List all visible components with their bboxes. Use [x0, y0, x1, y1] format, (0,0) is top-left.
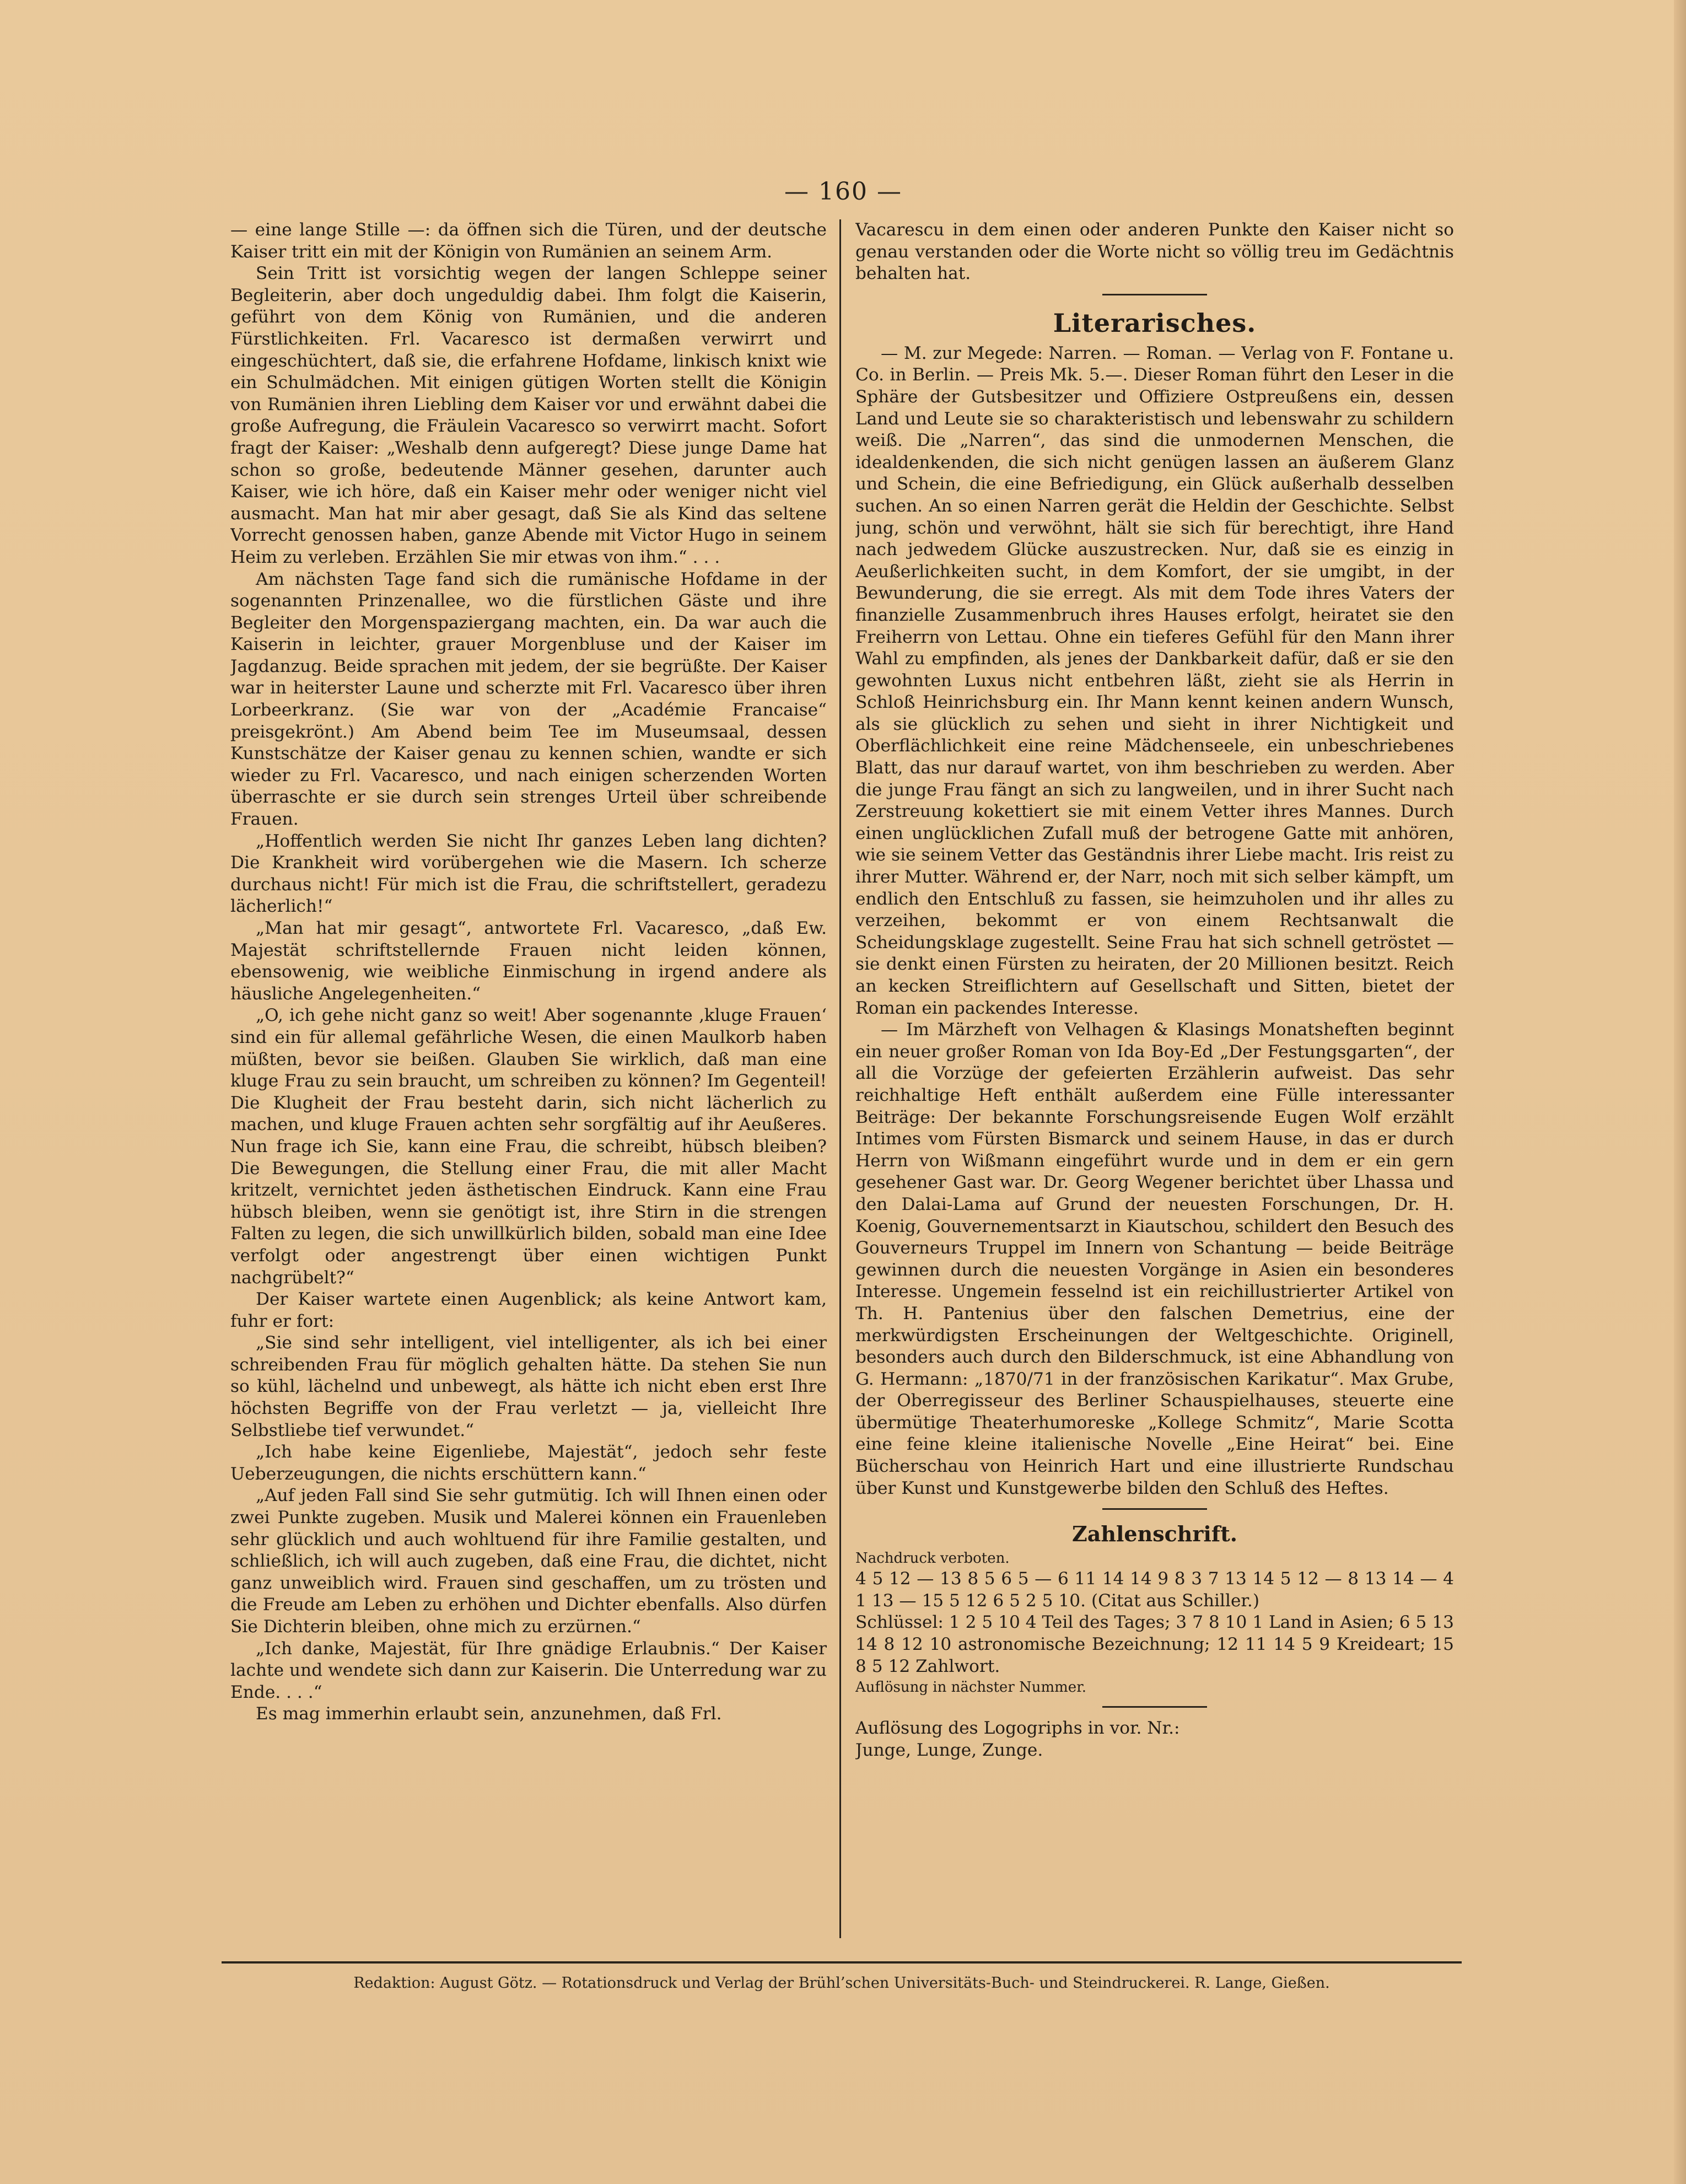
article-paragraph: Sein Tritt ist vorsichtig wegen der langen Schleppe seiner Begleiterin, aber doch ungeduldig dabei. Ihm folgt die Kaiserin, geführt von dem König von Rumänien, und die anderen Fürstlichkeiten. Frl. Vacaresco ist dermaßen verwirrt und eingeschüchtert, daß sie, die erfahrene Hofdame, linkisch knixt wie ein Schulmädchen. Mit einigen gütigen Worten stellt die Königin von Rumänien ihren Liebling dem Kaiser vor und erwähnt dabei die große Aufregung, die Fräulein Vacaresco so verwirrt macht. Sofort fragt der Kaiser: „Weshalb denn aufgeregt? Diese junge Dame hat schon so große, bedeutende Männer gesehen, darunter auch Kaiser, wie ich höre, daß ein Kaiser mehr oder weniger nicht viel ausmacht. Man hat mir aber gesagt, daß Sie als Kind das seltene Vorrecht genossen haben, ganze Abende mit Victor Hugo in seinem Heim zu verleben. Erzählen Sie mir etwas von ihm.“ . . .	[230, 263, 827, 567]
number-puzzle	[855, 1520, 1454, 1761]
article-paragraph: „Sie sind sehr intelligent, viel intelligenter, als ich bei einer schreibenden Frau für möglich gehalten hätte. Da stehen Sie nun so kühl, lächelnd und unbewegt, als hätte ich nicht eben erst Ihre höchsten Begriffe von der Frau verletzt — ja, vielleicht Ihre Selbstliebe tief verwundet.“	[230, 1333, 827, 1440]
literature-heading: Literarisches.	[1053, 308, 1257, 338]
article-paragraph: „Hoffentlich werden Sie nicht Ihr ganzes Leben lang dichten? Die Krankheit wird vorübergehen wie die Masern. Ich scherze durchaus nicht! Für mich ist die Frau, die schriftstellert, geradezu lächerlich!“	[230, 831, 827, 917]
puzzle-sequence: 4 5 12 — 13 8 5 6 5 — 6 11 14 14 9 8 3 7 13 14 5 12 — 8 13 14 — 4 1 13 — 15 5 12 6 5 2 5 10. (Citat aus Schiller.)	[855, 1569, 1454, 1611]
article-paragraph: „O, ich gehe nicht ganz so weit! Aber sogenannte ‚kluge Frauen‘ sind ein für allemal gefährliche Wesen, die einen Maulkorb haben müßten, bevor sie beißen. Glauben Sie wirklich, daß man eine kluge Frau zu sein braucht, um schreiben zu können? Im Gegenteil! Die Klugheit der Frau besteht darin, sich nicht lächerlich zu machen, und kluge Frauen achten sehr sorgfältig auf ihr Aeußeres. Nun frage ich Sie, kann eine Frau, die schreibt, hübsch bleiben? Die Bewegungen, die Stellung einer Frau, die mit aller Macht kritzelt, vernichtet jeden ästhetischen Eindruck. Kann eine Frau hübsch bleiben, wenn sie genötigt ist, ihre Stirn in die strengen Falten zu legen, die sich unwillkürlich bilden, sobald man eine Idee verfolgt oder angestrengt über einen wichtigen Punkt nachgrübelt?“	[230, 1005, 827, 1288]
column-divider	[839, 219, 841, 1938]
puzzle-key: Schlüssel: 1 2 5 10 4 Teil des Tages; 3 7 8 10 1 Land in Asien; 6 5 13 14 8 12 10 astronomische Bezeichnung; 12 11 14 5 9 Kreideart; 15 8 5 12 Zahlwort.	[855, 1612, 1454, 1676]
article-paragraph: „Auf jeden Fall sind Sie sehr gutmütig. Ich will Ihnen einen oder zwei Punkte zugeben. Musik und Malerei können ein Frauenleben sehr glücklich und auch wohltuend für ihre Familie gestalten, und schließlich, ich will auch zugeben, daß eine Frau, die dichtet, nicht ganz unweiblich wird. Frauen sind geschaffen, um zu trösten und die Freude am Leben zu erhöhen und Dichter ebenfalls. Also dürfen Sie Dichterin bleiben, ohne mich zu erzürnen.“	[230, 1486, 827, 1637]
resolution-note: Auflösung in nächster Nummer.	[855, 1679, 1087, 1696]
previous-solution-answer: Junge, Lunge, Zunge.	[855, 1740, 1043, 1760]
section-rule	[1102, 1508, 1207, 1510]
page-edge	[1674, 0, 1686, 2184]
article-paragraph: „Ich danke, Majestät, für Ihre gnädige Erlaubnis.“ Der Kaiser lachte und wendete sich dann zur Kaiserin. Die Unterredung war zu Ende. . . .“	[230, 1638, 827, 1702]
section-rule	[1102, 294, 1207, 295]
article-paragraph: „Ich habe keine Eigenliebe, Majestät“, jedoch sehr feste Ueberzeugungen, die nichts erschüttern kann.“	[230, 1442, 827, 1484]
section-rule	[1102, 1706, 1207, 1708]
puzzle-heading: Zahlenschrift.	[1072, 1521, 1237, 1547]
page-number: — 160 —	[784, 177, 902, 206]
previous-solution-label: Auflösung des Logogriphs in vor. Nr.:	[855, 1718, 1180, 1739]
reprint-notice: Nachdruck verboten.	[855, 1550, 1010, 1567]
right-column	[855, 219, 1454, 1956]
article-paragraph: „Man hat mir gesagt“, antwortete Frl. Vacaresco, „daß Ew. Majestät schriftstellernde Frauen nicht leiden können, ebensowenig, wie weibliche Einmischung in irgend andere als häusliche Angelegenheiten.“	[230, 918, 827, 1004]
article-paragraph: Der Kaiser wartete einen Augenblick; als keine Antwort kam, fuhr er fort:	[230, 1289, 827, 1331]
article-paragraph: — eine lange Stille —: da öffnen sich die Türen, und der deutsche Kaiser tritt ein mit der Königin von Rumänien an seinem Arm.	[230, 220, 827, 262]
left-column	[230, 219, 827, 1946]
footer-rule	[222, 1961, 1462, 1964]
article-continuation: Vacarescu in dem einen oder anderen Punkte den Kaiser nicht so genau verstanden oder die Worte nicht so völlig treu im Gedächtnis behalten hat.	[855, 220, 1454, 284]
review-paragraph: — Im Märzheft von Velhagen & Klasings Monatsheften beginnt ein neuer großer Roman von Ida Boy-Ed „Der Festungsgarten“, der all die Vorzüge der gefeierten Erzählerin aufweist. Das sehr reichhaltige Heft enthält außerdem eine Fülle interessanter Beiträge: Der bekannte Forschungsreisende Eugen Wolf erzählt Intimes vom Fürsten Bismarck und seinem Hause, in das er durch Herrn von Wißmann eingeführt wurde und in dem er ein gern gesehener Gast war. Dr. Georg Wegener berichtet über Lhassa und den Dalai-Lama auf Grund der neuesten Forschungen, Dr. H. Koenig, Gouvernementsarzt in Kiautschou, schildert den Besuch des Gouverneurs Truppel im Innern von Schantung — beide Beiträge gewinnen durch die neuesten Vorgänge in Asien ein besonderes Interesse. Ungemein fesselnd ist ein reichillustrierter Artikel von Th. H. Pantenius über den falschen Demetrius, eine der merkwürdigsten Erscheinungen der Weltgeschichte. Originell, besonders auch durch den Bilderschmuck, ist eine Abhandlung von G. Hermann: „1870/71 in der französischen Karikatur“. Max Grube, der Oberregisseur des Berliner Schauspielhauses, steuerte eine übermütige Theaterhumoreske „Kollege Schmitz“, Marie Scotta eine feine kleine italienische Novelle „Eine Heirat“ bei. Eine Bücherschau von Heinrich Hart und eine illustrierte Rundschau über Kunst und Kunstgewerbe bilden den Schluß des Heftes.	[855, 1020, 1454, 1498]
imprint-footer: Redaktion: August Götz. — Rotationsdruck und Verlag der Brühl’schen Universitäts-Buch- und Steindruckerei. R. Lange, Gießen.	[353, 1975, 1330, 1992]
review-paragraph: — M. zur Megede: Narren. — Roman. — Verlag von F. Fontane u. Co. in Berlin. — Preis Mk. 5.—. Dieser Roman führt den Leser in die Sphäre der Gutsbesitzer und Offiziere Ostpreußens ein, dessen Land und Leute sie so charakteristisch und lebenswahr zu schildern weiß. Die „Narren“, das sind die unmodernen Menschen, die idealdenkenden, die sich nicht genügen lassen an äußerem Glanz und Schein, die eine Befriedigung, ein Glück außerhalb desselben suchen. An so einen Narren gerät die Heldin der Geschichte. Selbst jung, schön und verwöhnt, hält sie sich für berechtigt, ihre Hand nach jedwedem Glücke auszustrecken. Nur, daß sie es einzig in Aeußerlichkeiten sucht, in dem Komfort, der sie umgibt, in der Bewunderung, die sie erregt. Als mit dem Tode ihres Vaters der finanzielle Zusammenbruch ihres Hauses erfolgt, heiratet sie den Freiherrn von Lettau. Ohne ein tieferes Gefühl für den Mann ihrer Wahl zu empfinden, als jenes der Dankbarkeit dafür, daß er sie den gewohnten Luxus nicht entbehren läßt, zieht sie als Herrin in Schloß Heinrichsburg ein. Ihr Mann kennt keinen andern Wunsch, als sie glücklich zu sehen und sieht in ihrer Nichtigkeit und Oberflächlichkeit eine reine Mädchenseele, ein unbeschriebenes Blatt, das nur darauf wartet, von ihm beschrieben zu werden. Aber die junge Frau fängt an sich zu langweilen, und in ihrer Sucht nach Zerstreuung kokettiert sie mit einem Vetter ihres Mannes. Durch einen unglücklichen Zufall muß der betrogene Gatte mit anhören, wie sie seinem Vetter das Geständnis ihrer Liebe macht. Iris reist zu ihrer Mutter. Während er, der Narr, noch mit sich selber kämpft, um endlich den Entschluß zu fassen, sie heimzuholen und ihr alles zu verzeihen, bekommt er von einem Rechtsanwalt die Scheidungsklage zugestellt. Seine Frau hat sich schnell getröstet — sie denkt einen Fürsten zu heiraten, der 20 Millionen besitzt. Reich an kecken Streiflichtern auf Gesellschaft und Sitten, bietet der Roman ein packendes Interesse.	[855, 343, 1454, 1018]
article-paragraph: Es mag immerhin erlaubt sein, anzunehmen, daß Frl.	[256, 1704, 722, 1724]
article-paragraph: Am nächsten Tage fand sich die rumänische Hofdame in der sogenannten Prinzenallee, wo die fürstlichen Gäste und ihre Begleiter den Morgenspaziergang machten, ein. Da war auch die Kaiserin in leichter, grauer Morgenbluse und der Kaiser im Jagdanzug. Beide sprachen mit jedem, der sie begrüßte. Der Kaiser war in heiterster Laune und scherzte mit Frl. Vacaresco über ihren Lorbeerkranz. (Sie war von der „Académie Francaise“ preisgekrönt.) Am Abend beim Tee im Museumsaal, dessen Kunstschätze der Kaiser genau zu kennen schien, wandte er sich wieder zu Frl. Vacaresco, und nach einigen scherzenden Worten überraschte er sie durch sein strenges Urteil über schreibende Frauen.	[230, 569, 827, 830]
